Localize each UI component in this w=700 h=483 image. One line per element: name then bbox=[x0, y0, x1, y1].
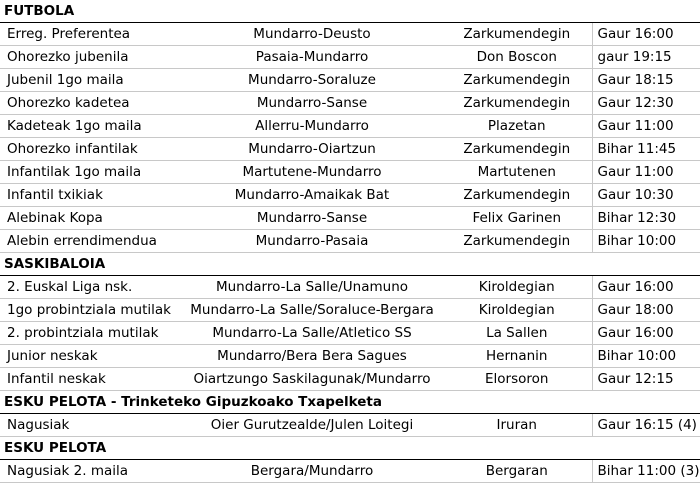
match-cell: Pasaia-Mundarro bbox=[182, 46, 442, 69]
table-row bbox=[0, 276, 700, 299]
section-header bbox=[0, 391, 700, 414]
match-cell: Mundarro-Sanse bbox=[182, 207, 442, 230]
match-cell: Mundarro-Amaikak Bat bbox=[182, 184, 442, 207]
section-header bbox=[0, 437, 700, 460]
venue-cell: Elorsoron bbox=[442, 368, 592, 391]
match-cell: Oiartzungo Saskilagunak/Mundarro bbox=[182, 368, 442, 391]
match-cell: Mundarro-Sanse bbox=[182, 92, 442, 115]
table-row bbox=[0, 460, 700, 483]
table-row bbox=[0, 46, 700, 69]
time-cell: Bihar 12:30 bbox=[592, 207, 700, 230]
venue-cell: Zarkumendegin bbox=[442, 23, 592, 46]
section-header bbox=[0, 253, 700, 276]
time-cell: Bihar 11:45 bbox=[592, 138, 700, 161]
match-cell: Mundarro/Bera Bera Sagues bbox=[182, 345, 442, 368]
category-cell: Ohorezko infantilak bbox=[0, 138, 182, 161]
venue-cell: Zarkumendegin bbox=[442, 184, 592, 207]
category-cell: Infantil neskak bbox=[0, 368, 182, 391]
table-row bbox=[0, 92, 700, 115]
venue-cell: Zarkumendegin bbox=[442, 138, 592, 161]
venue-cell: Kiroldegian bbox=[442, 276, 592, 299]
category-cell: Infantilak 1go maila bbox=[0, 161, 182, 184]
venue-cell: Zarkumendegin bbox=[442, 230, 592, 253]
category-cell: Alebin errendimendua bbox=[0, 230, 182, 253]
category-cell: 2. Euskal Liga nsk. bbox=[0, 276, 182, 299]
section-header bbox=[0, 0, 700, 23]
table-row bbox=[0, 23, 700, 46]
section-title: ESKU PELOTA bbox=[0, 437, 700, 460]
table-row bbox=[0, 115, 700, 138]
table-row bbox=[0, 161, 700, 184]
match-cell: Mundarro-La Salle/Unamuno bbox=[182, 276, 442, 299]
time-cell: Gaur 16:15 (4) bbox=[592, 414, 700, 437]
venue-cell: Kiroldegian bbox=[442, 299, 592, 322]
category-cell: Ohorezko jubenila bbox=[0, 46, 182, 69]
match-cell: Mundarro-La Salle/Atletico SS bbox=[182, 322, 442, 345]
category-cell: Jubenil 1go maila bbox=[0, 69, 182, 92]
venue-cell: La Sallen bbox=[442, 322, 592, 345]
time-cell: Gaur 18:15 bbox=[592, 69, 700, 92]
category-cell: Infantil txikiak bbox=[0, 184, 182, 207]
category-cell: Nagusiak bbox=[0, 414, 182, 437]
venue-cell: Bergaran bbox=[442, 460, 592, 483]
match-cell: Bergara/Mundarro bbox=[182, 460, 442, 483]
time-cell: Bihar 10:00 bbox=[592, 345, 700, 368]
match-cell: Mundarro-La Salle/Soraluce-Bergara bbox=[182, 299, 442, 322]
table-row bbox=[0, 368, 700, 391]
venue-cell: Zarkumendegin bbox=[442, 69, 592, 92]
table-row bbox=[0, 414, 700, 437]
category-cell: Junior neskak bbox=[0, 345, 182, 368]
time-cell: Gaur 12:30 bbox=[592, 92, 700, 115]
match-cell: Mundarro-Oiartzun bbox=[182, 138, 442, 161]
category-cell: Ohorezko kadetea bbox=[0, 92, 182, 115]
match-cell: Allerru-Mundarro bbox=[182, 115, 442, 138]
match-cell: Mundarro-Pasaia bbox=[182, 230, 442, 253]
time-cell: Gaur 18:00 bbox=[592, 299, 700, 322]
time-cell: Gaur 16:00 bbox=[592, 322, 700, 345]
venue-cell: Felix Garinen bbox=[442, 207, 592, 230]
venue-cell: Iruran bbox=[442, 414, 592, 437]
match-cell: Martutene-Mundarro bbox=[182, 161, 442, 184]
category-cell: Kadeteak 1go maila bbox=[0, 115, 182, 138]
table-row bbox=[0, 345, 700, 368]
venue-cell: Hernanin bbox=[442, 345, 592, 368]
section-title: FUTBOLA bbox=[0, 0, 700, 23]
time-cell: Gaur 11:00 bbox=[592, 115, 700, 138]
table-row bbox=[0, 69, 700, 92]
category-cell: Erreg. Preferentea bbox=[0, 23, 182, 46]
table-row bbox=[0, 138, 700, 161]
venue-cell: Zarkumendegin bbox=[442, 92, 592, 115]
match-cell: Mundarro-Soraluze bbox=[182, 69, 442, 92]
time-cell: Gaur 16:00 bbox=[592, 23, 700, 46]
category-cell: Alebinak Kopa bbox=[0, 207, 182, 230]
table-row bbox=[0, 184, 700, 207]
time-cell: Gaur 11:00 bbox=[592, 161, 700, 184]
section-title: SASKIBALOIA bbox=[0, 253, 700, 276]
time-cell: Gaur 10:30 bbox=[592, 184, 700, 207]
venue-cell: Martutenen bbox=[442, 161, 592, 184]
category-cell: 2. probintziala mutilak bbox=[0, 322, 182, 345]
venue-cell: Plazetan bbox=[442, 115, 592, 138]
section-title: ESKU PELOTA - Trinketeko Gipuzkoako Txapelketa bbox=[0, 391, 700, 414]
category-cell: 1go probintziala mutilak bbox=[0, 299, 182, 322]
category-cell: Nagusiak 2. maila bbox=[0, 460, 182, 483]
match-cell: Oier Gurutzealde/Julen Loitegi bbox=[182, 414, 442, 437]
time-cell: Gaur 12:15 bbox=[592, 368, 700, 391]
match-cell: Mundarro-Deusto bbox=[182, 23, 442, 46]
time-cell: Bihar 11:00 (3) bbox=[592, 460, 700, 483]
table-row bbox=[0, 299, 700, 322]
time-cell: gaur 19:15 bbox=[592, 46, 700, 69]
table-row bbox=[0, 322, 700, 345]
table-row bbox=[0, 230, 700, 253]
time-cell: Gaur 16:00 bbox=[592, 276, 700, 299]
table-row bbox=[0, 207, 700, 230]
time-cell: Bihar 10:00 bbox=[592, 230, 700, 253]
venue-cell: Don Boscon bbox=[442, 46, 592, 69]
